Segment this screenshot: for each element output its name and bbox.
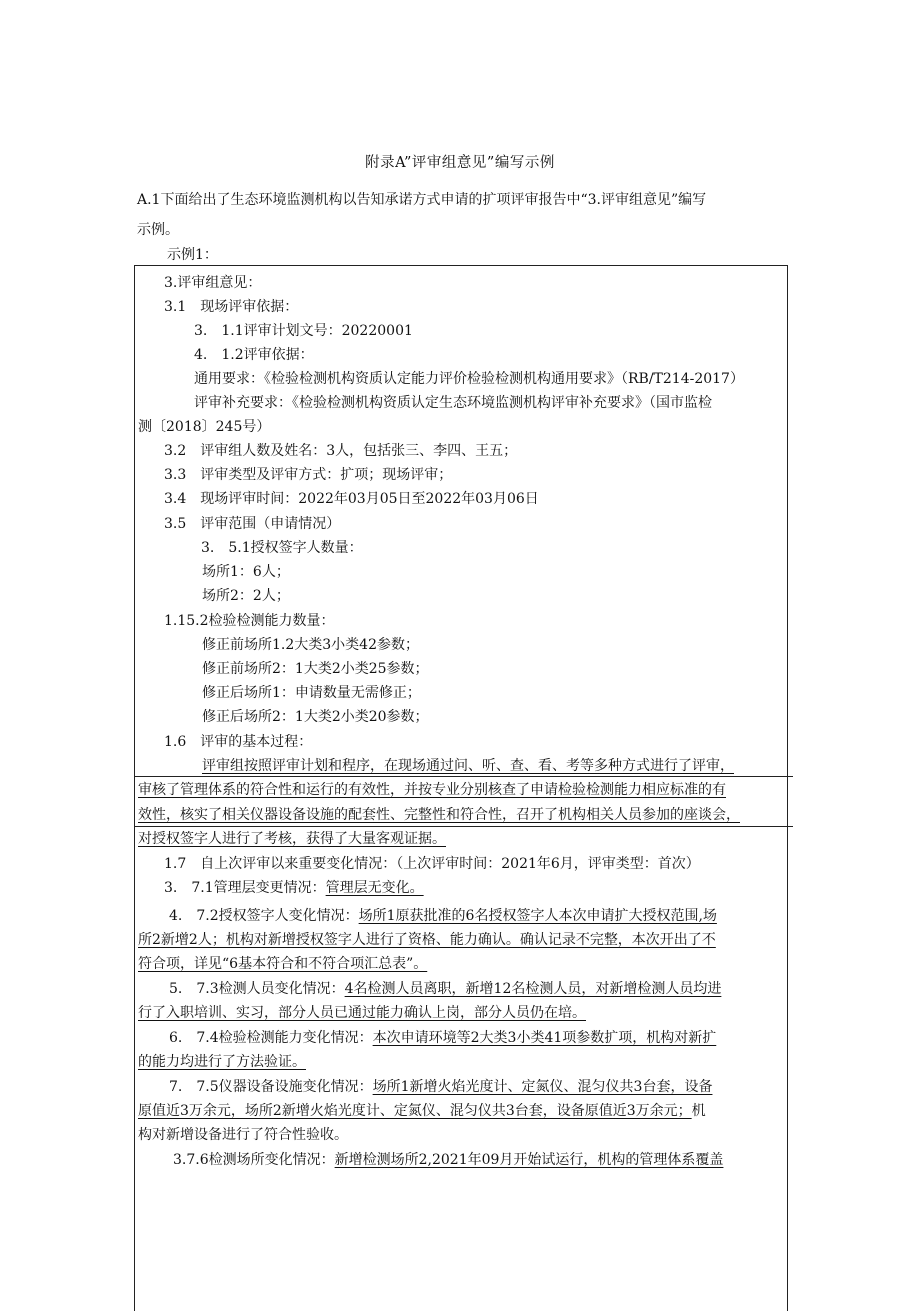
equipment-change-line-3: 构对新增设备进行了符合性验收。 <box>138 1127 348 1143</box>
capability-after-site2: 修正后场所2：1大类2小类20参数； <box>202 709 429 725</box>
review-time: 3.4 现场评审时间：2022年03月05日至2022年03月06日 <box>164 491 539 507</box>
personnel-change <box>169 979 721 999</box>
review-opinion-box <box>134 265 788 1311</box>
site1-signatories: 场所1：6人； <box>202 564 290 580</box>
divider <box>135 826 793 827</box>
process-heading: 1.6 评审的基本过程： <box>164 734 313 750</box>
team-members: 3.2 评审组人数及姓名：3人，包括张三、李四、王五； <box>164 443 518 459</box>
review-type: 3.3 评审类型及评审方式：扩项；现场评审； <box>164 467 453 483</box>
divider <box>135 776 793 777</box>
process-paragraph-line-1: 评审组按照评审计划和程序，在现场通过问、听、查、看、考等多种方式进行了评审， <box>202 758 734 774</box>
change-text: 管理层无变化。 <box>325 880 424 896</box>
personnel-change-line-2: 行了入职培训、实习，部分人员已通过能力确认上岗，部分人员仍在培。 <box>138 1005 586 1021</box>
process-paragraph-line-2: 审核了管理体系的符合性和运行的有效性，并按专业分别核查了申请检验检测能力相应标准的有 <box>138 782 726 798</box>
management-change <box>164 878 424 898</box>
change-label: 5. 7.3检测人员变化情况： <box>169 981 345 997</box>
general-requirement: 通用要求：《检验检测机构资质认定能力评价检验检测机构通用要求》（RB/T214-2017） <box>194 371 744 387</box>
section-heading: 3.评审组意见： <box>164 275 262 291</box>
page-title: 附录A”评审组意见”编写示例 <box>365 155 555 171</box>
change-label: 7. 7.5仪器设备设施变化情况： <box>169 1079 373 1095</box>
review-scope-heading: 3.5 评审范围（申请情况） <box>164 516 341 532</box>
example-label: 示例1： <box>167 247 218 263</box>
intro-paragraph-line-2: 示例。 <box>137 222 179 238</box>
capability-before-site1: 修正前场所1.2大类3小类42参数； <box>202 637 419 653</box>
signatory-change-line-2: 所2新增2人；机构对新增授权签字人进行了资格、能力确认。确认记录不完整，本次开出了不 <box>138 932 716 948</box>
capability-change-line-2: 的能力均进行了方法验证。 <box>138 1054 306 1070</box>
signatory-change <box>169 906 717 926</box>
change-text: 机 <box>691 1103 706 1119</box>
supplementary-requirement: 评审补充要求：《检验检测机构资质认定生态环境监测机构评审补充要求》（国市监检 <box>194 395 712 411</box>
change-text: 4名检测人员离职，新增12名检测人员，对新增检测人员均进 <box>344 981 722 997</box>
capability-count-heading: 1.15.2检验检测能力数量： <box>164 613 335 629</box>
process-paragraph-line-4: 对授权签字人进行了考核，获得了大量客观证据。 <box>138 831 446 847</box>
changes-heading: 1.7 自上次评审以来重要变化情况：（上次评审时间：2021年6月，评审类型：首次） <box>164 856 700 872</box>
change-text: 本次申请环境等2大类3小类41项参数扩项，机构对新扩 <box>372 1030 717 1046</box>
change-label: 3. 7.1管理层变更情况： <box>164 880 326 896</box>
process-paragraph-line-3: 效性，核实了相关仪器设备设施的配套性、完整性和符合性，召开了机构相关人员参加的座谈会， <box>138 807 740 823</box>
capability-change <box>169 1028 716 1048</box>
change-text: 场所1新增火焰光度计、定氮仪、混匀仪共3台套，设备 <box>372 1079 713 1095</box>
plan-number: 3. 1.1评审计划文号：20220001 <box>194 323 413 339</box>
equipment-change <box>169 1077 712 1097</box>
signatory-count-heading: 3. 5.1授权签字人数量： <box>201 540 363 556</box>
change-text: 原值近3万余元，场所2新增火焰光度计、定氮仪、混匀仪共3台套，设备原值近3万余元； <box>138 1103 692 1119</box>
site-change <box>173 1150 723 1170</box>
site2-signatories: 场所2：2人； <box>202 588 290 604</box>
change-label: 4. 7.2授权签字人变化情况： <box>169 908 359 924</box>
basis-subheading: 4. 1.2评审依据： <box>194 347 314 363</box>
change-label: 3.7.6检测场所变化情况： <box>173 1152 335 1168</box>
supplementary-requirement-cont: 测〔2018〕245号） <box>138 419 271 435</box>
change-text: 场所1原获批准的6名授权签字人本次申请扩大授权范围,场 <box>358 908 717 924</box>
capability-before-site2: 修正前场所2：1大类2小类25参数； <box>202 661 429 677</box>
change-label: 6. 7.4检验检测能力变化情况： <box>169 1030 373 1046</box>
equipment-change-line-2 <box>138 1101 706 1121</box>
signatory-change-line-3: 符合项，详见“6基本符合和不符合项汇总表”。 <box>138 956 428 972</box>
capability-after-site1: 修正后场所1：申请数量无需修正； <box>202 685 421 701</box>
change-text: 新增检测场所2,2021年09月开始试运行，机构的管理体系覆盖 <box>334 1152 724 1168</box>
basis-heading: 3.1 现场评审依据： <box>164 299 299 315</box>
intro-paragraph-line-1: A.1下面给出了生态环境监测机构以告知承诺方式申请的扩项评审报告中“3.评审组意见”编写 <box>137 192 707 208</box>
